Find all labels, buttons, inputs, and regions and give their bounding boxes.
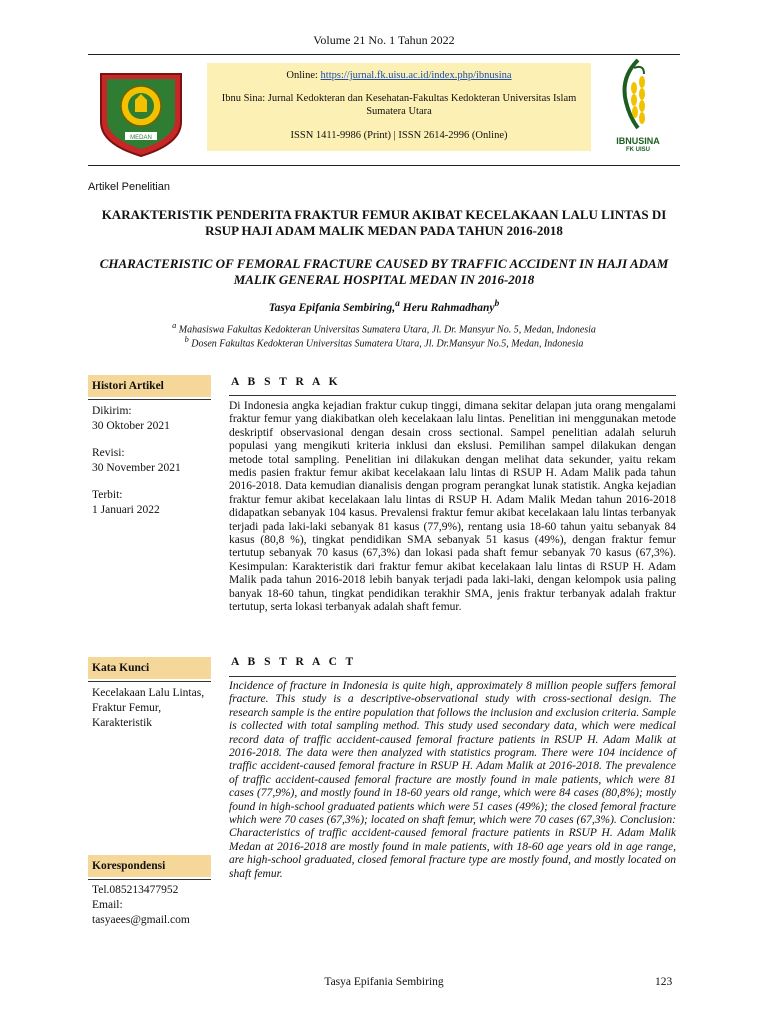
article-type: Artikel Penelitian	[88, 181, 170, 193]
author-1: Tasya Epifania Sembiring,	[268, 301, 396, 314]
author-2: Heru Rahmadhany	[399, 301, 495, 314]
keywords-text: Kecelakaan Lalu Lintas, Fraktur Femur, Karakteristik	[92, 687, 205, 729]
header-bottom-rule	[88, 165, 680, 166]
keywords-title: Kata Kunci	[88, 657, 211, 679]
keywords-section	[88, 657, 211, 735]
history-title: Histori Artikel	[88, 375, 211, 397]
footer-author: Tasya Epifania Sembiring	[324, 976, 444, 988]
received-label: Dikirim:	[92, 405, 132, 417]
author-2-sup: b	[494, 298, 500, 309]
correspondence-section	[88, 855, 211, 932]
abstract-rule	[229, 676, 676, 677]
volume-line: Volume 21 No. 1 Tahun 2022	[313, 33, 455, 47]
abstrak-title: A B S T R A K	[231, 376, 341, 388]
abstrak-body: Di Indonesia angka kejadian fraktur cukup tinggi, dimana sekitar delapan juta orang mengalami fraktur femur yang diakibatkan oleh kecelakaan lalu lintas. Penelitian ini menggunakan metode deskriptif observasional dengan desain cross sectional. Sampel penelitian adalah seluruh populasi yang mengikuti kriteria inklusi dan ekslusi. Pemilihan sampel dilakukan dengan metode total sampling. Penelitian ini dilakukan dengan melihat data sekunder, yaitu rekam medis pasien fraktur femur akibat kecelakaan lalu lintas di RSUP H. Adam Malik pada tahun 2016-2018. Data kemudian dianalisis dengan program perangkat lunak statistik. Angka kejadian fraktur femur akibat kecelakaan lalu lintas di RSUP H. Adam Malik Medan tahun 2016-2018 didapatkan sebanyak 104 kasus. Prevalensi fraktur femur akibat kecelakaan lalu lintas terbanyak terjadi pada laki-laki sebanyak 81 kasus (77,9%), rentang usia 18-60 tahun yaitu sebanyak 84 kasus (80,8 %), tingkat pendidikan SMA sebanyak 51 kasus (49%), dengan fraktur femur tertutup sebanyak 70 kasus (67,3%) dan lokasi pada shaft femur sebanyak 70 kasus (67,3%). Kesimpulan: Karakteristik dari fraktur femur akibat kecelakaan lalu lintas di RSUP H. Adam Malik pada tahun 2016-2018 lebih banyak terjadi pada laki-laki, dengan kelompok usia paling banyak 18-60 tahun, tingkat pendidikan terakhir SMA, jenis fraktur terbanyak adalah fraktur tertutup, serta lokasi terbanyak adalah shaft femur.	[229, 400, 676, 614]
title-indonesian: KARAKTERISTIK PENDERITA FRAKTUR FEMUR AKIBAT KECELAKAAN LALU LINTAS DI RSUP HAJI ADAM MALIK MEDAN PADA TAHUN 2016-2018	[101, 207, 667, 238]
affiliation-b-sup: b	[184, 335, 189, 344]
author-1-sup: a	[395, 298, 400, 309]
title-english: CHARACTERISTIC OF FEMORAL FRACTURE CAUSED BY TRAFFIC ACCIDENT IN HAJI ADAM MALIK GENERAL HOSPITAL MEDAN IN 2016-2018	[99, 256, 669, 287]
affiliation-b	[0, 335, 768, 349]
online-line	[207, 69, 591, 82]
emblem-ribbon-text: MEDAN	[130, 135, 152, 141]
journal-info-box	[207, 63, 591, 151]
email-address[interactable]: tasyaees@gmail.com	[92, 914, 190, 926]
abstrak-rule	[229, 395, 676, 396]
online-label: Online:	[286, 70, 321, 81]
revised-label: Revisi:	[92, 447, 125, 459]
ibnusina-logo	[598, 58, 678, 156]
university-emblem	[95, 70, 187, 158]
revised-date: 30 November 2021	[92, 462, 181, 474]
affiliation-b-text: Dosen Fakultas Kedokteran Universitas Sumatera Utara, Jl. Dr.Mansyur No.5, Medan, Indonesia	[188, 338, 584, 350]
abstract-body: Incidence of fracture in Indonesia is quite high, approximately 8 million people suffers femoral fracture. This study is a descriptive-observational study with cross-sectional design. The research sample is the entire population that follows the inclusion and exclusion criteria. Sample is collected with total sampling method. This study used secondary data, which were medical record data of traffic accident-caused femoral fracture patients in RSUP H. Adam Malik at 2016-2018. The data were then analyzed with statistics program. There were 104 incidence of traffic accident-caused femoral fracture in RSUP H. Adam Malik at 2016-2018. The prevalence of traffic accident-caused femoral fracture are mostly found in male patients, which were 81 cases (77,9%), and mostly found in 18-60 years old range, which were 84 cases (80,8%); mostly found in high-school graduated patients which were 51 cases (49%); the closed femoral fracture which were 70 cases (67,3%); located on shaft femur, which were 70 cases (67,3%). Conclusion: Characteristics of traffic accident-caused femoral fracture patients in RSUP H. Adam Malik Medan at 2016-2018 are mostly found in male patients, with 18-60 age years old in age range, are high-school graduated, closed femoral fracture type are mostly found, and mostly located on shaft femur.	[229, 680, 676, 880]
published-label: Terbit:	[92, 489, 123, 501]
header-rule	[88, 54, 680, 55]
logo-brand-text: IBNUSINA	[616, 136, 660, 146]
history-body	[88, 400, 211, 522]
affiliation-a-sup: a	[172, 321, 177, 330]
page-number: 123	[655, 976, 673, 988]
authors	[0, 298, 768, 314]
affiliation-a	[0, 321, 768, 335]
published-date: 1 Januari 2022	[92, 504, 160, 516]
correspondence-title: Korespondensi	[88, 855, 211, 877]
received-date: 30 Oktober 2021	[92, 420, 170, 432]
correspondence-body	[88, 880, 211, 932]
journal-url-link[interactable]: https://jurnal.fk.uisu.ac.id/index.php/ibnusina	[320, 70, 512, 81]
affiliation-a-text: Mahasiswa Fakultas Kedokteran Universitas Sumatera Utara, Jl. Dr. Mansyur No. 5, Medan, Indonesia	[176, 324, 596, 336]
journal-name: Ibnu Sina: Jurnal Kedokteran dan Kesehatan-Fakultas Kedokteran Universitas Islam Sumatera Utara	[221, 93, 577, 117]
logo-sub-text: FK UISU	[626, 147, 650, 153]
issn-line: ISSN 1411-9986 (Print) | ISSN 2614-2996 (Online)	[290, 130, 508, 141]
history-section	[88, 375, 211, 522]
phone: Tel.085213477952	[92, 884, 179, 896]
email-label: Email:	[92, 899, 123, 911]
abstract-title: A B S T R A C T	[231, 656, 357, 668]
